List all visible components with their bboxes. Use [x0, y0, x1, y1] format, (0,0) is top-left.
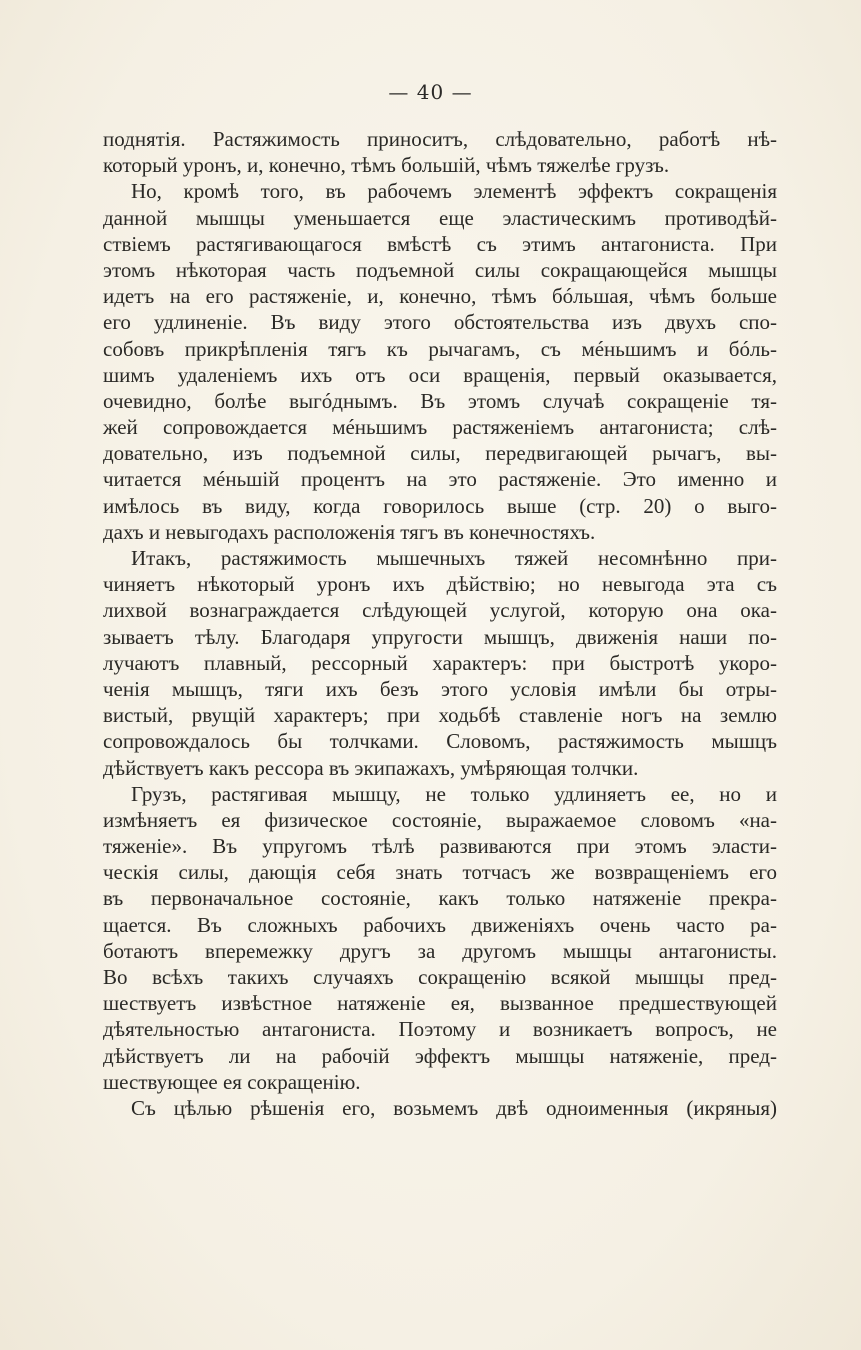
text-line: его удлиненіе. Въ виду этого обстоятельства изъ двухъ спо- — [103, 310, 777, 335]
text-line: поднятія. Растяжимость приноситъ, слѣдовательно, работѣ нѣ- — [103, 127, 777, 151]
text-line: ствіемъ растягивающагося вмѣстѣ съ этимъ антагониста. При — [103, 231, 777, 256]
text-line: Во всѣхъ такихъ случаяхъ сокращенію всякой мышцы пред- — [103, 965, 777, 989]
text-line: данной мышцы уменьшается еще эластическимъ противодѣй- — [103, 205, 777, 230]
text-line: въ первоначальное состояніе, какъ только натяженіе прекра- — [103, 886, 777, 911]
text-line: лучаютъ плавный, рессорный характеръ: при быстротѣ укоро- — [103, 650, 777, 675]
text-line: Но, кромѣ того, въ рабочемъ элементѣ эффектъ сокращенія — [131, 179, 777, 204]
text-line: читается мéньшій процентъ на это растяженіе. Это именно и — [103, 467, 777, 492]
text-line: очевидно, болѣе выгóднымъ. Въ этомъ случаѣ сокращеніе тя- — [103, 388, 777, 413]
text-line: измѣняетъ ея физическое состояніе, выражаемое словомъ «на- — [103, 807, 777, 832]
text-line: Грузъ, растягивая мышцу, не только удлиняетъ ее, но и — [131, 781, 777, 806]
text-line: ченія мышцъ, тяги ихъ безъ этого условія имѣли бы отры- — [103, 676, 777, 701]
text-line: жей сопровождается мéньшимъ растяженіемъ антагониста; слѣ- — [103, 415, 777, 440]
text-line: шимъ удаленіемъ ихъ отъ оси вращенія, первый оказывается, — [103, 362, 777, 387]
text-line: тяженіе». Въ упругомъ тѣлѣ развиваются при этомъ эласти- — [103, 834, 777, 859]
text-line: который уронъ, и, конечно, тѣмъ большій, чѣмъ тяжелѣе грузъ. — [103, 153, 670, 178]
text-line: шествуетъ извѣстное натяженіе ея, вызванное предшествующей — [103, 991, 777, 1016]
text-line: ческія силы, дающія себя знать тотчасъ же возвращеніемъ его — [103, 860, 777, 885]
text-line: дахъ и невыгодахъ расположенія тягъ въ конечностяхъ. — [103, 519, 596, 544]
text-line: Итакъ, растяжимость мышечныхъ тяжей несомнѣнно при- — [131, 546, 777, 570]
text-line: зываетъ тѣлу. Благодаря упругости мышцъ, движенія наши по- — [103, 624, 777, 649]
text-line: Съ цѣлью рѣшенія его, возьмемъ двѣ одноименныя (икряныя) — [131, 1095, 777, 1120]
page-number: — 40 — — [388, 80, 473, 104]
text-line: сопровождалось бы толчками. Словомъ, растяжимость мышцъ — [103, 729, 777, 754]
text-line: шествующее ея сокращенію. — [103, 1069, 361, 1094]
text-line: имѣлось въ виду, когда говорилось выше (стр. 20) о выго- — [103, 493, 777, 518]
text-line: этомъ нѣкоторая часть подъемной силы сокращающейся мышцы — [103, 257, 777, 282]
text-line: собовъ прикрѣпленія тягъ къ рычагамъ, съ мéньшимъ и бóль- — [103, 336, 777, 361]
text-line: чиняетъ нѣкоторый уронъ ихъ дѣйствію; но невыгода эта съ — [103, 572, 777, 597]
text-line: лихвой вознаграждается слѣдующей услугой, которую она ока- — [103, 598, 777, 623]
text-line: ботаютъ вперемежку другъ за другомъ мышцы антагонисты. — [103, 938, 777, 963]
text-line: идетъ на его растяженіе, и, конечно, тѣмъ бóльшая, чѣмъ больше — [103, 284, 777, 309]
body-text — [103, 126, 777, 1121]
text-line: дѣйствуетъ ли на рабочій эффектъ мышцы натяженіе, пред- — [103, 1043, 777, 1068]
text-line: довательно, изъ подъемной силы, передвигающей рычагъ, вы- — [103, 441, 777, 466]
text-line: дѣйствуетъ какъ рессора въ экипажахъ, умѣряющая толчки. — [103, 755, 639, 780]
text-line: дѣятельностью антагониста. Поэтому и возникаетъ вопросъ, не — [103, 1017, 777, 1042]
text-line: щается. Въ сложныхъ рабочихъ движеніяхъ очень часто ра- — [103, 912, 777, 937]
text-line: вистый, рвущій характеръ; при ходьбѣ ставленіе ногъ на землю — [103, 703, 777, 728]
